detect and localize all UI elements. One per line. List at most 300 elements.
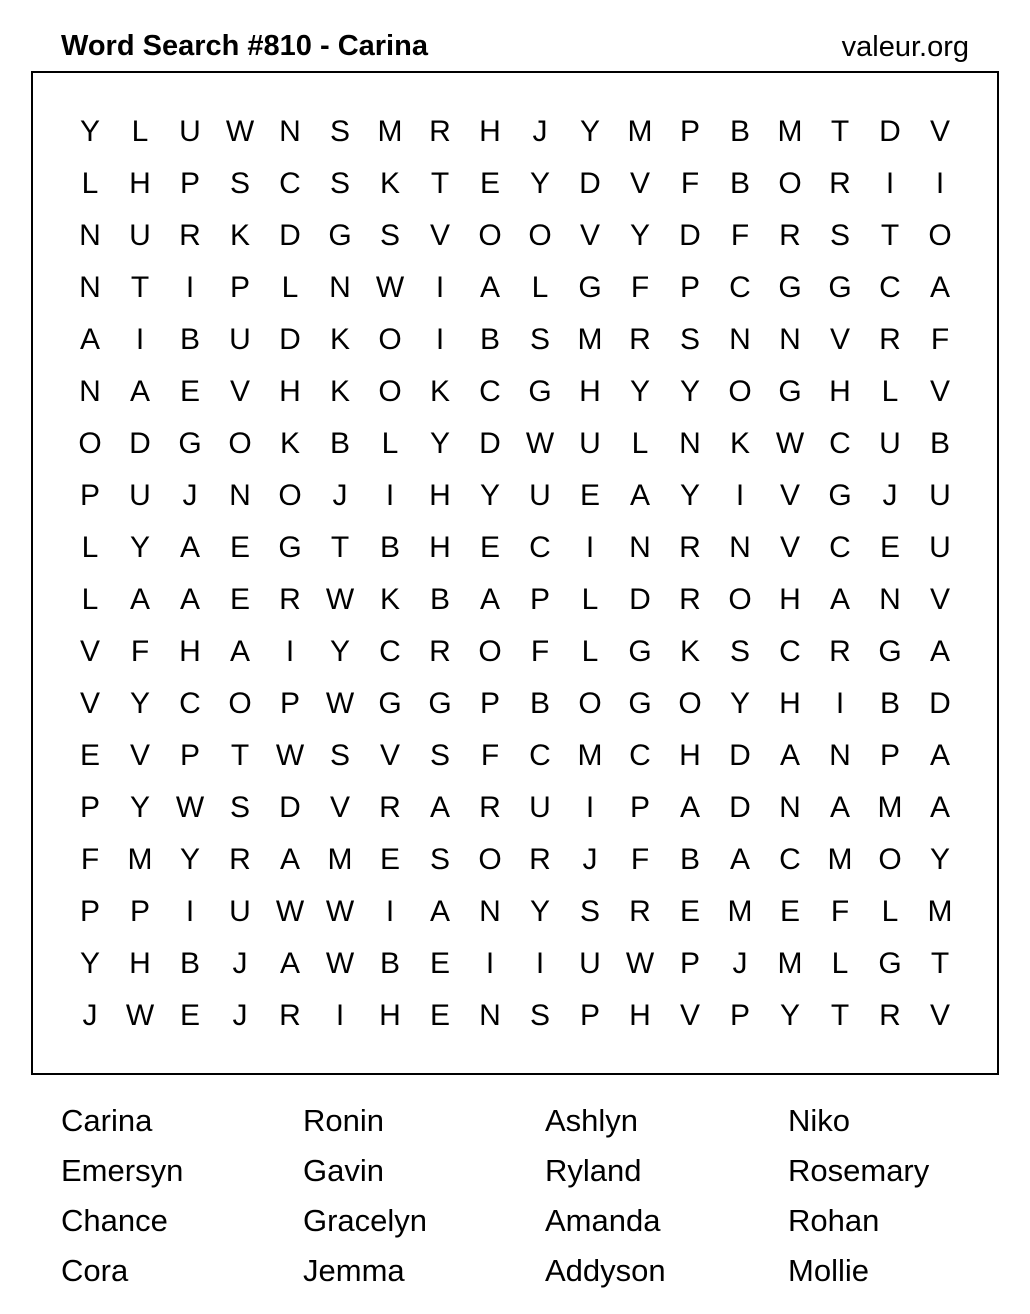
grid-letter: S: [379, 219, 400, 252]
grid-letter: I: [885, 167, 895, 200]
grid-letter: O: [878, 843, 902, 876]
grid-letter: O: [378, 323, 402, 356]
grid-letter: T: [830, 999, 850, 1032]
grid-letter: S: [229, 791, 250, 824]
grid-letter: B: [729, 167, 750, 200]
grid-letter: M: [777, 115, 803, 148]
word-list-item: Ryland: [545, 1153, 642, 1188]
grid-letter: I: [335, 999, 345, 1032]
grid-letter: A: [629, 479, 650, 512]
grid-letter: V: [379, 739, 400, 772]
grid-letter: Y: [679, 375, 700, 408]
grid-letter: R: [829, 635, 851, 668]
grid-letter: A: [679, 791, 700, 824]
grid-letter: A: [929, 635, 950, 668]
grid-letter: R: [679, 583, 701, 616]
grid-letter: V: [929, 115, 950, 148]
grid-letter: U: [129, 479, 151, 512]
grid-letter: S: [229, 167, 250, 200]
grid-letter: O: [478, 843, 502, 876]
grid-letter: R: [879, 323, 901, 356]
grid-letter: J: [232, 999, 248, 1032]
word-list-item: Chance: [61, 1203, 168, 1238]
grid-letter: W: [275, 739, 305, 772]
grid-letter: G: [178, 427, 202, 460]
grid-letter: N: [829, 739, 851, 772]
grid-letter: I: [485, 947, 495, 980]
grid-letter: H: [579, 375, 601, 408]
grid-letter: L: [81, 583, 99, 616]
grid-letter: W: [325, 947, 355, 980]
grid-letter: F: [130, 635, 150, 668]
grid-letter: U: [529, 479, 551, 512]
grid-letter: S: [529, 323, 550, 356]
grid-letter: L: [881, 895, 899, 928]
grid-letter: Y: [629, 375, 650, 408]
grid-letter: K: [229, 219, 250, 252]
grid-letter: Y: [479, 479, 500, 512]
grid-letter: F: [830, 895, 850, 928]
grid-letter: A: [229, 635, 250, 668]
grid-letter: P: [79, 479, 100, 512]
grid-letter: U: [229, 323, 251, 356]
word-list-item: Ronin: [303, 1103, 384, 1138]
grid-letter: R: [229, 843, 251, 876]
grid-letter: M: [827, 843, 853, 876]
grid-letter: B: [379, 947, 400, 980]
grid-letter: R: [279, 999, 301, 1032]
grid-letter: H: [679, 739, 701, 772]
grid-letter: H: [479, 115, 501, 148]
grid-letter: B: [529, 687, 550, 720]
grid-letter: E: [179, 999, 200, 1032]
grid-letter: V: [829, 323, 850, 356]
grid-letter: U: [179, 115, 201, 148]
grid-letter: R: [629, 895, 651, 928]
grid-letter: I: [185, 271, 195, 304]
grid-letter: O: [728, 375, 752, 408]
grid-letter: P: [229, 271, 250, 304]
word-list-item: Gavin: [303, 1153, 384, 1188]
grid-letter: O: [578, 687, 602, 720]
grid-letter: G: [778, 375, 802, 408]
grid-letter: J: [332, 479, 348, 512]
grid-letter: J: [82, 999, 98, 1032]
grid-letter: A: [429, 791, 450, 824]
grid-letter: G: [828, 479, 852, 512]
grid-letter: H: [129, 947, 151, 980]
grid-letter: K: [279, 427, 300, 460]
grid-letter: Y: [429, 427, 450, 460]
grid-letter: H: [179, 635, 201, 668]
grid-letter: R: [779, 219, 801, 252]
grid-letter: L: [531, 271, 549, 304]
grid-letter: C: [829, 531, 851, 564]
grid-letter: O: [478, 219, 502, 252]
grid-letter: W: [325, 583, 355, 616]
grid-letter: S: [329, 739, 350, 772]
grid-letter: N: [79, 219, 101, 252]
grid-letter: Y: [729, 687, 750, 720]
grid-letter: M: [727, 895, 753, 928]
word-list-item: Amanda: [545, 1203, 661, 1238]
grid-letter: C: [729, 271, 751, 304]
grid-letter: K: [329, 323, 350, 356]
grid-letter: A: [129, 375, 150, 408]
grid-letter: G: [528, 375, 552, 408]
grid-letter: T: [930, 947, 950, 980]
grid-letter: T: [130, 271, 150, 304]
grid-letter: I: [285, 635, 295, 668]
grid-letter: U: [579, 427, 601, 460]
grid-letter: L: [831, 947, 849, 980]
grid-letter: C: [629, 739, 651, 772]
grid-letter: M: [377, 115, 403, 148]
grid-letter: D: [629, 583, 651, 616]
grid-letter: W: [125, 999, 155, 1032]
grid-letter: V: [679, 999, 700, 1032]
word-list-item: Carina: [61, 1103, 153, 1138]
grid-letter: R: [429, 635, 451, 668]
grid-letter: V: [329, 791, 350, 824]
grid-letter: E: [879, 531, 900, 564]
grid-letter: L: [881, 375, 899, 408]
grid-letter: M: [127, 843, 153, 876]
grid-letter: G: [778, 271, 802, 304]
grid-letter: B: [929, 427, 950, 460]
grid-letter: O: [278, 479, 302, 512]
grid-letter: P: [479, 687, 500, 720]
grid-letter: V: [79, 687, 100, 720]
grid-letter: G: [378, 687, 402, 720]
grid-letter: C: [779, 635, 801, 668]
grid-letter: B: [879, 687, 900, 720]
grid-letter: F: [630, 271, 650, 304]
grid-letter: T: [330, 531, 350, 564]
grid-letter: G: [878, 947, 902, 980]
grid-letter: S: [429, 739, 450, 772]
word-list-item: Emersyn: [61, 1153, 184, 1188]
grid-letter: D: [279, 323, 301, 356]
grid-letter: Y: [79, 947, 100, 980]
grid-letter: C: [479, 375, 501, 408]
grid-letter: D: [279, 219, 301, 252]
grid-letter: T: [430, 167, 450, 200]
grid-letter: G: [578, 271, 602, 304]
grid-letter: V: [779, 479, 800, 512]
grid-letter: F: [630, 843, 650, 876]
grid-letter: A: [779, 739, 800, 772]
grid-letter: W: [775, 427, 805, 460]
grid-letter: L: [631, 427, 649, 460]
grid-letter: O: [528, 219, 552, 252]
grid-letter: G: [628, 635, 652, 668]
word-list-item: Gracelyn: [303, 1203, 428, 1238]
grid-letter: J: [232, 947, 248, 980]
grid-letter: G: [828, 271, 852, 304]
grid-letter: E: [79, 739, 100, 772]
grid-letter: K: [329, 375, 350, 408]
grid-letter: V: [429, 219, 450, 252]
word-list-item: Rosemary: [788, 1153, 930, 1188]
grid-letter: Y: [329, 635, 350, 668]
grid-letter: N: [779, 791, 801, 824]
grid-letter: L: [131, 115, 149, 148]
grid-letter: S: [329, 115, 350, 148]
grid-letter: E: [229, 531, 250, 564]
grid-letter: D: [679, 219, 701, 252]
grid-letter: N: [229, 479, 251, 512]
grid-letter: P: [679, 947, 700, 980]
grid-letter: I: [535, 947, 545, 980]
grid-letter: N: [779, 323, 801, 356]
grid-letter: V: [229, 375, 250, 408]
word-list-item: Rohan: [788, 1203, 880, 1238]
grid-letter: H: [379, 999, 401, 1032]
grid-letter: N: [879, 583, 901, 616]
grid-letter: N: [279, 115, 301, 148]
grid-letter: A: [929, 271, 950, 304]
grid-letter: E: [179, 375, 200, 408]
grid-letter: A: [829, 791, 850, 824]
grid-letter: R: [879, 999, 901, 1032]
grid-letter: Y: [129, 791, 150, 824]
grid-letter: O: [78, 427, 102, 460]
grid-letter: N: [79, 271, 101, 304]
grid-letter: R: [529, 843, 551, 876]
grid-letter: H: [779, 687, 801, 720]
grid-letter: P: [529, 583, 550, 616]
grid-letter: B: [379, 531, 400, 564]
grid-letter: A: [479, 271, 500, 304]
grid-letter: A: [429, 895, 450, 928]
grid-letter: A: [929, 791, 950, 824]
grid-letter: A: [179, 531, 200, 564]
grid-letter: W: [325, 687, 355, 720]
grid-letter: H: [629, 999, 651, 1032]
grid-letter: B: [429, 583, 450, 616]
grid-letter: P: [79, 791, 100, 824]
grid-letter: F: [80, 843, 100, 876]
grid-letter: N: [729, 531, 751, 564]
grid-letter: U: [929, 479, 951, 512]
grid-letter: R: [279, 583, 301, 616]
grid-letter: N: [479, 895, 501, 928]
grid-letter: S: [529, 999, 550, 1032]
grid-letter: N: [79, 375, 101, 408]
grid-letter: M: [577, 323, 603, 356]
grid-letter: A: [279, 843, 300, 876]
grid-letter: G: [428, 687, 452, 720]
grid-letter: I: [835, 687, 845, 720]
grid-letter: I: [435, 271, 445, 304]
grid-letter: W: [525, 427, 555, 460]
grid-letter: P: [279, 687, 300, 720]
grid-letter: E: [429, 999, 450, 1032]
grid-letter: N: [729, 323, 751, 356]
word-list-item: Ashlyn: [545, 1103, 639, 1138]
grid-letter: L: [81, 167, 99, 200]
grid-letter: J: [732, 947, 748, 980]
grid-letter: I: [935, 167, 945, 200]
grid-letter: S: [679, 323, 700, 356]
grid-letter: D: [879, 115, 901, 148]
grid-letter: U: [579, 947, 601, 980]
grid-letter: R: [629, 323, 651, 356]
grid-letter: O: [378, 375, 402, 408]
grid-letter: E: [579, 479, 600, 512]
grid-letter: F: [730, 219, 750, 252]
grid-letter: H: [429, 531, 451, 564]
grid-letter: O: [478, 635, 502, 668]
grid-letter: M: [577, 739, 603, 772]
grid-letter: I: [735, 479, 745, 512]
grid-letter: V: [129, 739, 150, 772]
grid-letter: B: [729, 115, 750, 148]
grid-letter: I: [185, 895, 195, 928]
grid-letter: E: [379, 843, 400, 876]
grid-letter: E: [429, 947, 450, 980]
grid-letter: O: [228, 687, 252, 720]
grid-letter: Y: [129, 531, 150, 564]
grid-letter: H: [829, 375, 851, 408]
grid-letter: I: [585, 791, 595, 824]
grid-letter: W: [625, 947, 655, 980]
grid-letter: M: [327, 843, 353, 876]
grid-letter: U: [929, 531, 951, 564]
grid-letter: P: [129, 895, 150, 928]
grid-letter: D: [929, 687, 951, 720]
grid-letter: L: [281, 271, 299, 304]
grid-letter: V: [779, 531, 800, 564]
grid-letter: A: [829, 583, 850, 616]
grid-letter: A: [179, 583, 200, 616]
grid-letter: P: [629, 791, 650, 824]
site-name: valeur.org: [841, 31, 969, 63]
grid-letter: A: [729, 843, 750, 876]
grid-letter: L: [581, 635, 599, 668]
grid-letter: V: [929, 999, 950, 1032]
grid-letter: U: [529, 791, 551, 824]
grid-letter: L: [381, 427, 399, 460]
grid-letter: R: [679, 531, 701, 564]
grid-letter: H: [429, 479, 451, 512]
grid-letter: F: [530, 635, 550, 668]
grid-letter: R: [379, 791, 401, 824]
grid-letter: N: [679, 427, 701, 460]
grid-letter: P: [179, 167, 200, 200]
grid-letter: S: [729, 635, 750, 668]
grid-letter: C: [179, 687, 201, 720]
grid-letter: L: [81, 531, 99, 564]
grid-letter: B: [329, 427, 350, 460]
grid-letter: I: [135, 323, 145, 356]
grid-letter: C: [379, 635, 401, 668]
grid-letter: C: [879, 271, 901, 304]
grid-letter: B: [679, 843, 700, 876]
grid-letter: E: [779, 895, 800, 928]
grid-letter: C: [279, 167, 301, 200]
grid-letter: S: [429, 843, 450, 876]
grid-letter: A: [279, 947, 300, 980]
grid-letter: T: [230, 739, 250, 772]
grid-letter: V: [579, 219, 600, 252]
grid-letter: O: [228, 427, 252, 460]
grid-letter: E: [679, 895, 700, 928]
grid-letter: P: [879, 739, 900, 772]
grid-letter: Y: [679, 479, 700, 512]
grid-letter: N: [479, 999, 501, 1032]
grid-letter: U: [879, 427, 901, 460]
grid-letter: W: [275, 895, 305, 928]
grid-letter: G: [878, 635, 902, 668]
grid-letter: I: [385, 895, 395, 928]
grid-letter: S: [329, 167, 350, 200]
grid-letter: V: [929, 375, 950, 408]
grid-letter: T: [830, 115, 850, 148]
grid-letter: Y: [529, 167, 550, 200]
grid-letter: J: [882, 479, 898, 512]
grid-letter: I: [435, 323, 445, 356]
grid-letter: Y: [629, 219, 650, 252]
grid-letter: Y: [79, 115, 100, 148]
grid-letter: Y: [579, 115, 600, 148]
grid-letter: D: [279, 791, 301, 824]
grid-letter: M: [927, 895, 953, 928]
grid-letter: M: [627, 115, 653, 148]
grid-letter: D: [479, 427, 501, 460]
grid-letter: K: [679, 635, 700, 668]
grid-letter: U: [129, 219, 151, 252]
grid-letter: B: [179, 323, 200, 356]
grid-letter: C: [829, 427, 851, 460]
grid-letter: N: [329, 271, 351, 304]
grid-letter: H: [779, 583, 801, 616]
grid-letter: V: [79, 635, 100, 668]
grid-letter: R: [479, 791, 501, 824]
grid-letter: L: [581, 583, 599, 616]
grid-letter: M: [877, 791, 903, 824]
grid-letter: O: [778, 167, 802, 200]
grid-letter: D: [729, 739, 751, 772]
grid-letter: W: [325, 895, 355, 928]
grid-letter: U: [229, 895, 251, 928]
grid-letter: P: [679, 271, 700, 304]
grid-letter: V: [629, 167, 650, 200]
grid-letter: C: [779, 843, 801, 876]
grid-letter: K: [379, 583, 400, 616]
grid-letter: E: [479, 167, 500, 200]
grid-letter: T: [880, 219, 900, 252]
grid-letter: K: [729, 427, 750, 460]
grid-letter: A: [129, 583, 150, 616]
grid-letter: S: [579, 895, 600, 928]
grid-letter: I: [585, 531, 595, 564]
grid-letter: D: [579, 167, 601, 200]
grid-letter: W: [175, 791, 205, 824]
grid-letter: Y: [929, 843, 950, 876]
word-list-item: Jemma: [303, 1253, 405, 1288]
grid-letter: B: [479, 323, 500, 356]
grid-letter: S: [829, 219, 850, 252]
grid-letter: P: [179, 739, 200, 772]
grid-letter: P: [729, 999, 750, 1032]
grid-letter: W: [225, 115, 255, 148]
grid-letter: O: [678, 687, 702, 720]
grid-letter: R: [429, 115, 451, 148]
grid-letter: P: [679, 115, 700, 148]
grid-letter: W: [375, 271, 405, 304]
